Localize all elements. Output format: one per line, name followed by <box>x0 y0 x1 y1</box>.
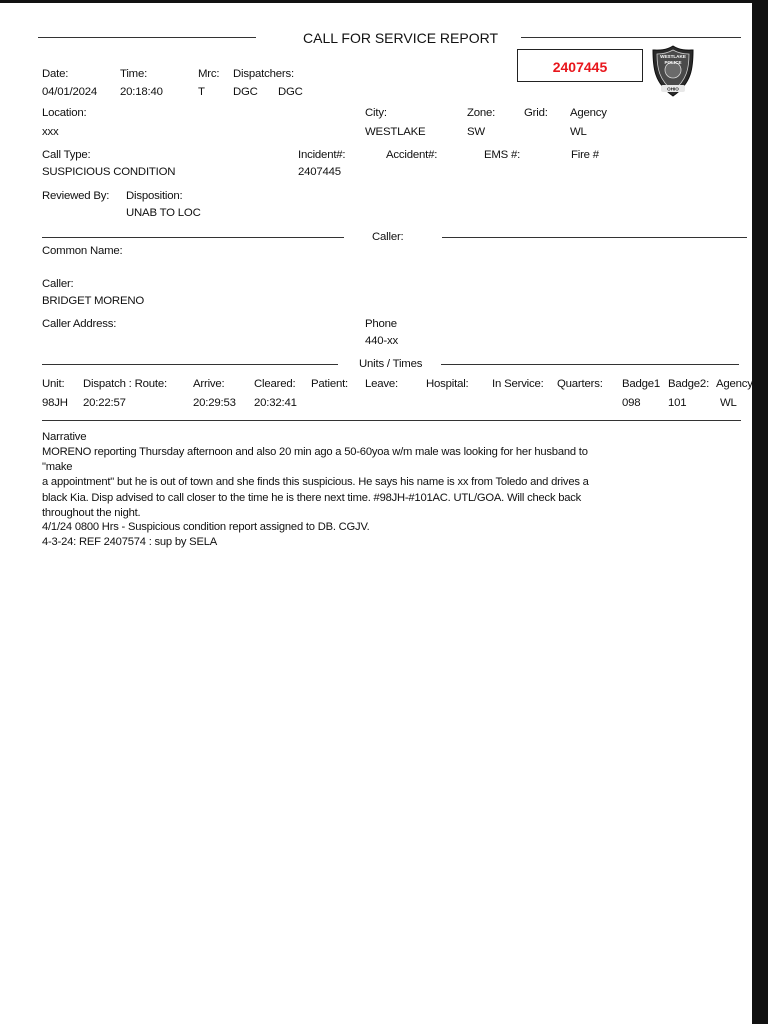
ems-label: EMS #: <box>484 149 521 161</box>
dispatcher-2: DGC <box>278 86 303 98</box>
narrative-line: black Kia. Disp advised to call closer to the time he is there next time. #98JH-#101AC. UTL/GOA. Will check back <box>42 491 582 504</box>
hospital-header: Hospital: <box>426 378 469 390</box>
patient-header: Patient: <box>311 378 349 390</box>
agency-value: WL <box>570 126 587 138</box>
location-value: xxx <box>42 126 59 138</box>
narrative-line: throughout the night. <box>42 506 141 519</box>
dispatchers-label: Dispatchers: <box>233 68 294 80</box>
badge-text-top: WESTLAKE <box>660 54 686 59</box>
fire-label: Fire # <box>571 149 599 161</box>
units-bottom-rule <box>42 420 741 421</box>
case-number-box <box>517 49 643 82</box>
grid-label: Grid: <box>524 107 548 119</box>
caller-label: Caller: <box>42 278 74 290</box>
call-type-label: Call Type: <box>42 149 91 161</box>
leave-header: Leave: <box>365 378 398 390</box>
units-section-title: Units / Times <box>359 358 423 370</box>
caller-rule-left <box>42 237 344 238</box>
badge2-header: Badge2: <box>668 378 710 390</box>
common-name-label: Common Name: <box>42 245 123 257</box>
narrative-note: 4/1/24 0800 Hrs - Suspicious condition report assigned to DB. CGJV. <box>42 521 370 533</box>
cleared-value: 20:32:41 <box>254 397 297 409</box>
time-value: 20:18:40 <box>120 86 163 98</box>
zone-value: SW <box>467 126 485 138</box>
phone-label: Phone <box>365 318 397 330</box>
arrive-header: Arrive: <box>193 378 225 390</box>
city-value: WESTLAKE <box>365 126 426 138</box>
reviewed-by-label: Reviewed By: <box>42 190 110 202</box>
city-label: City: <box>365 107 387 119</box>
badge-text-mid: POLICE <box>664 60 682 65</box>
quarters-header: Quarters: <box>557 378 603 390</box>
caller-section-title: Caller: <box>372 231 404 243</box>
phone-value: 440-xx <box>365 335 398 347</box>
disposition-label: Disposition: <box>126 190 183 202</box>
dispatch-value: 20:22:57 <box>83 397 126 409</box>
title-rule-right <box>521 37 741 38</box>
agency-label: Agency <box>570 107 607 119</box>
police-badge-icon <box>651 45 695 97</box>
badge2-value: 101 <box>668 397 687 409</box>
narrative-note: 4-3-24: REF 2407574 : sup by SELA <box>42 536 217 549</box>
badge1-value: 098 <box>622 397 641 409</box>
location-label: Location: <box>42 107 87 119</box>
dispatch-header: Dispatch : Route: <box>83 378 167 390</box>
incident-label: Incident#: <box>298 149 346 161</box>
badge1-header: Badge1 <box>622 378 661 390</box>
narrative-line: a appointment" but he is out of town and she finds this suspicious. He says his name is xx from Toledo and drives a <box>42 476 589 489</box>
page-frame-top <box>0 0 768 3</box>
narrative-line: MORENO reporting Thursday afternoon and also 20 min ago a 50-60yoa w/m male was looking for her husband to "make <box>42 446 588 474</box>
title-rule-left <box>38 37 256 38</box>
in-service-header: In Service: <box>492 378 544 390</box>
caller-rule-right <box>442 237 747 238</box>
units-rule-right <box>441 364 739 365</box>
caller-value: BRIDGET MORENO <box>42 295 145 307</box>
date-value: 04/01/2024 <box>42 86 98 98</box>
zone-label: Zone: <box>467 107 496 119</box>
units-rule-left <box>42 364 338 365</box>
call-type-value: SUSPICIOUS CONDITION <box>42 166 176 178</box>
arrive-value: 20:29:53 <box>193 397 236 409</box>
page-frame-right <box>752 0 768 1024</box>
unit-header: Unit: <box>42 378 65 390</box>
case-number: 2407445 <box>552 59 608 75</box>
accident-label: Accident#: <box>386 149 438 161</box>
incident-value: 2407445 <box>298 166 341 178</box>
caller-address-label: Caller Address: <box>42 318 117 330</box>
cleared-header: Cleared: <box>254 378 296 390</box>
unit-agency-value: WL <box>720 397 737 409</box>
time-label: Time: <box>120 68 148 80</box>
report-title: CALL FOR SERVICE REPORT <box>303 30 499 46</box>
narrative-notes <box>42 520 602 550</box>
badge-text-bottom: OHIO <box>667 86 679 92</box>
narrative-text <box>42 445 602 521</box>
agency-header: Agency <box>716 378 753 390</box>
date-label: Date: <box>42 68 69 80</box>
unit-value: 98JH <box>42 397 68 409</box>
mrc-label: Mrc: <box>198 68 220 80</box>
disposition-value: UNAB TO LOC <box>126 207 201 219</box>
mrc-value: T <box>198 86 205 98</box>
narrative-label: Narrative <box>42 431 87 443</box>
dispatcher-1: DGC <box>233 86 258 98</box>
